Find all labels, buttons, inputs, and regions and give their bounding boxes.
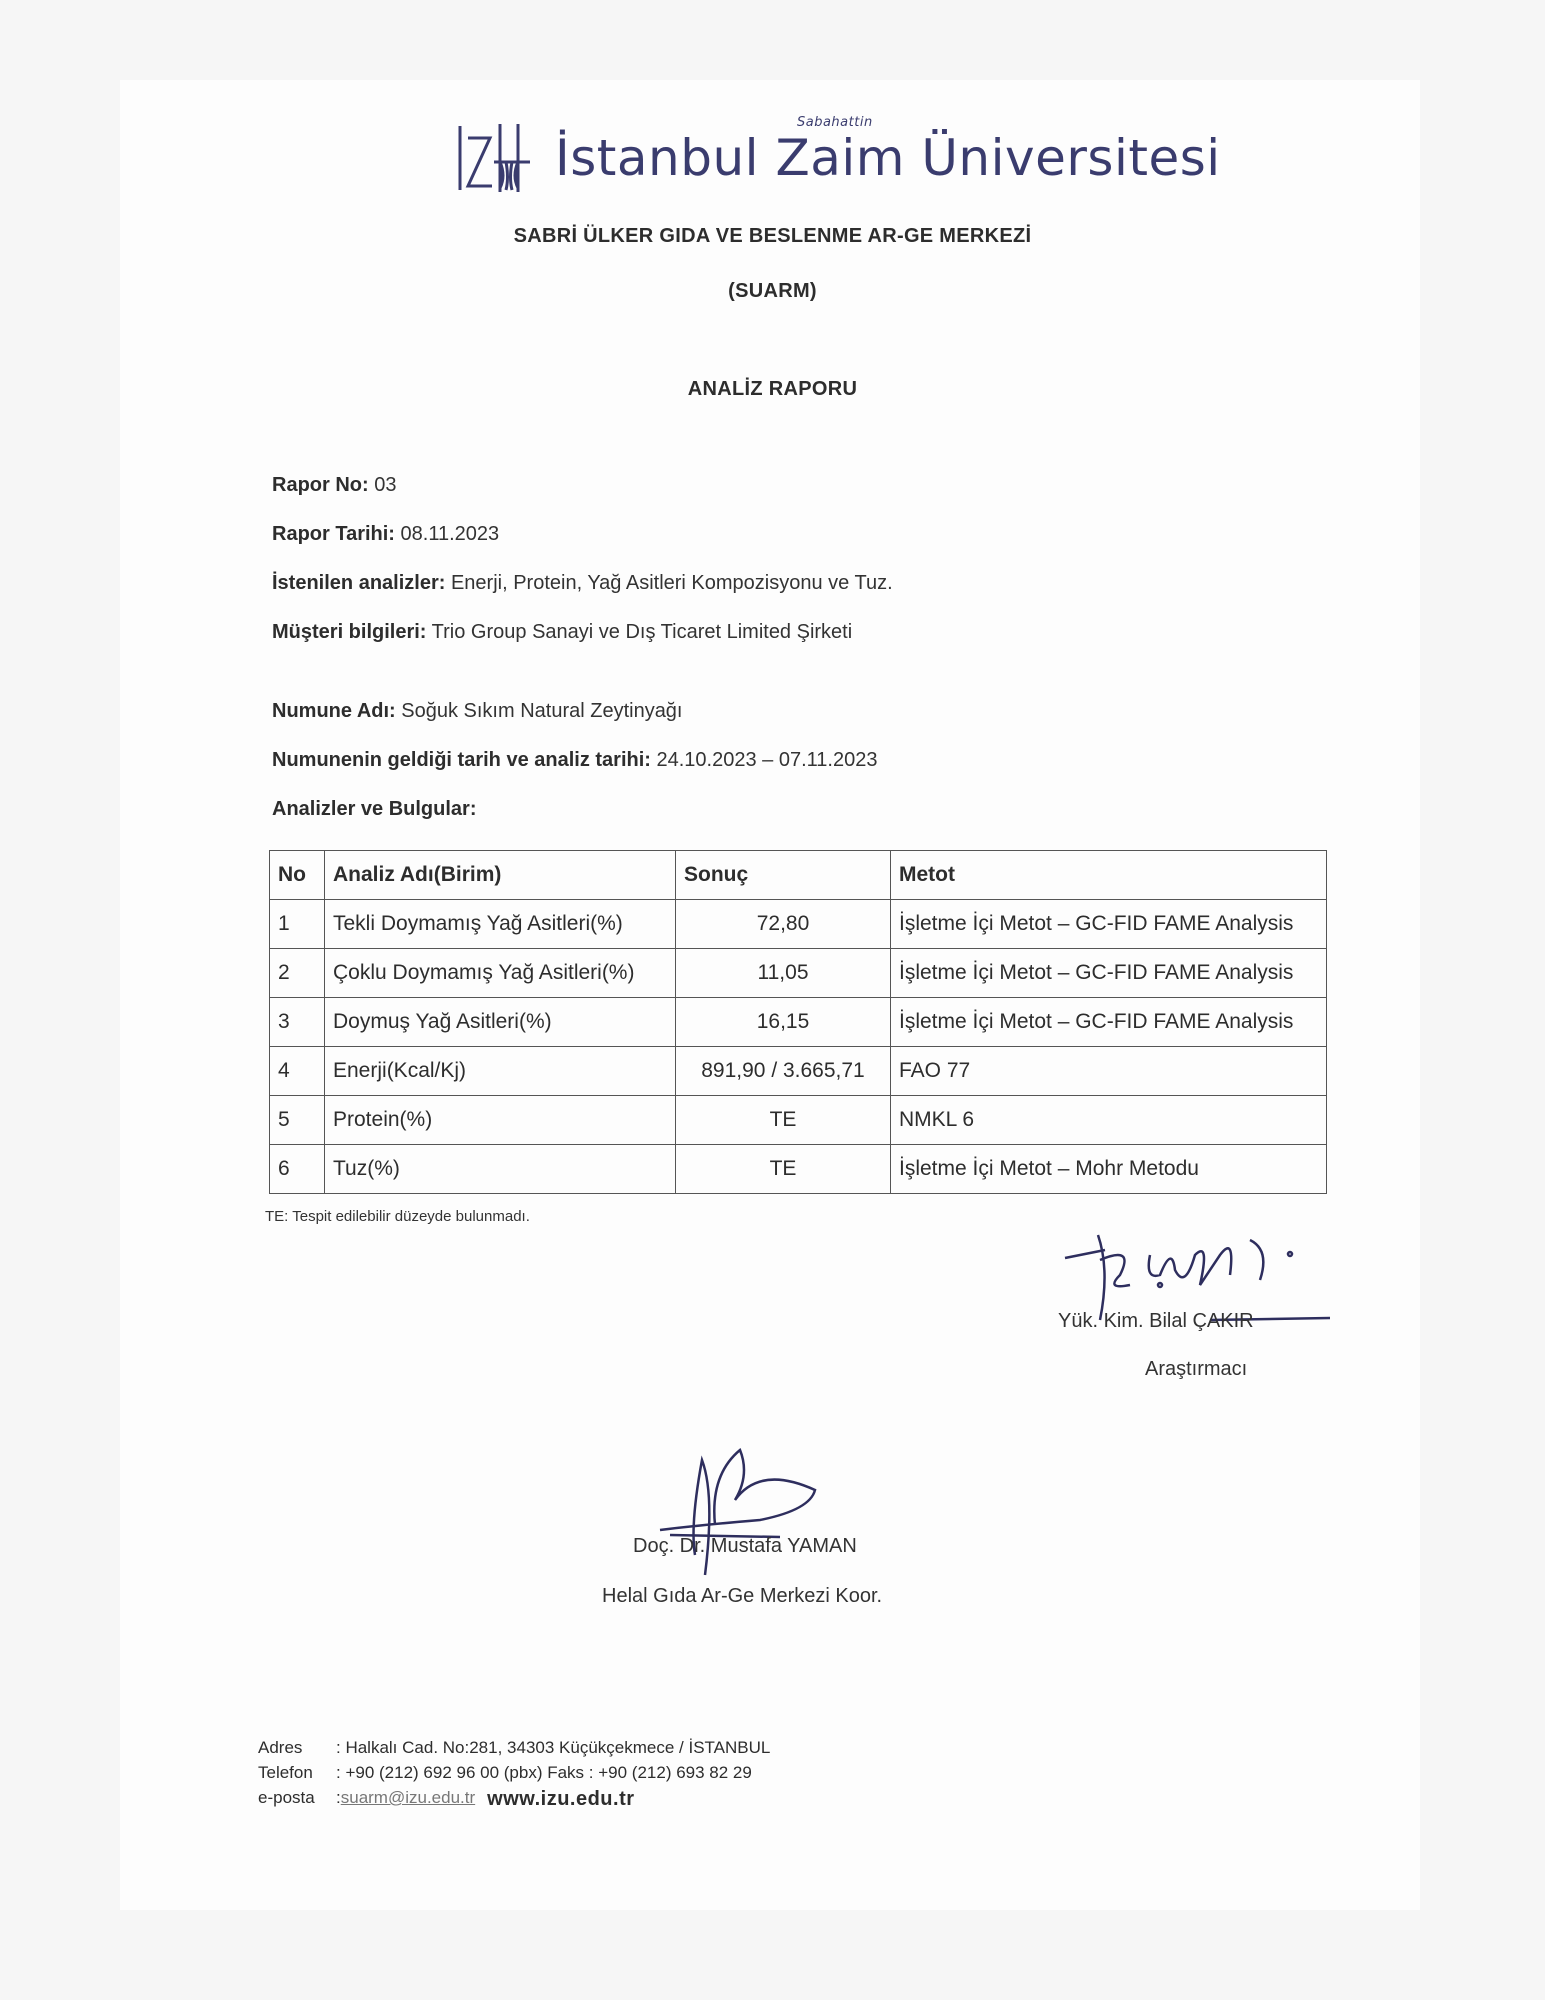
table-footnote: TE: Tespit edilebilir düzeyde bulunmadı.	[265, 1208, 530, 1225]
sample-name: Numune Adı: Soğuk Sıkım Natural Zeytinyağı	[272, 700, 683, 722]
row-method: FAO 77	[891, 1047, 1327, 1096]
customer-info: Müşteri bilgileri: Trio Group Sanayi ve Dış Ticaret Limited Şirketi	[272, 621, 853, 643]
footer-email: e-posta : suarm@izu.edu.tr www.izu.edu.tr	[258, 1788, 770, 1813]
university-subtitle: Sabahattin	[797, 115, 873, 130]
table-row	[270, 949, 1327, 998]
row-no: 1	[270, 900, 325, 949]
sample-dates: Numunenin geldiği tarih ve analiz tarihi: 24.10.2023 – 07.11.2023	[272, 749, 878, 771]
report-number: Rapor No: 03	[272, 474, 397, 496]
row-analysis-name: Enerji(Kcal/Kj)	[325, 1047, 676, 1096]
coordinator-name: Doç. Dr. Mustafa YAMAN	[633, 1535, 857, 1557]
header-method: Metot	[891, 851, 1327, 900]
footer-contact	[258, 1738, 770, 1813]
row-analysis-name: Tuz(%)	[325, 1145, 676, 1194]
row-result: TE	[676, 1096, 891, 1145]
table-row	[270, 998, 1327, 1047]
center-name: SABRİ ÜLKER GIDA VE BESLENME AR-GE MERKEZİ	[513, 225, 1032, 247]
row-no: 4	[270, 1047, 325, 1096]
coordinator-title: Helal Gıda Ar-Ge Merkezi Koor.	[602, 1585, 883, 1607]
footer-address: Adres : Halkalı Cad. No:281, 34303 Küçükçekmece / İSTANBUL	[258, 1738, 771, 1757]
row-result: 16,15	[676, 998, 891, 1047]
website-link[interactable]: www.izu.edu.tr	[487, 1788, 635, 1810]
row-no: 2	[270, 949, 325, 998]
header-analysis-name: Analiz Adı(Birim)	[325, 851, 676, 900]
row-no: 6	[270, 1145, 325, 1194]
coordinator-signature-icon	[640, 1435, 840, 1585]
izu-logo-mark-icon	[450, 118, 545, 198]
footer-phone: Telefon : +90 (212) 692 96 00 (pbx) Faks : +90 (212) 693 82 29	[258, 1763, 752, 1782]
row-analysis-name: Doymuş Yağ Asitleri(%)	[325, 998, 676, 1047]
header-result: Sonuç	[676, 851, 891, 900]
table-row	[270, 1096, 1327, 1145]
table-row	[270, 1047, 1327, 1096]
row-analysis-name: Tekli Doymamış Yağ Asitleri(%)	[325, 900, 676, 949]
header-no: No	[270, 851, 325, 900]
requested-analyses: İstenilen analizler: Enerji, Protein, Yağ Asitleri Kompozisyonu ve Tuz.	[272, 572, 893, 594]
table-header-row	[270, 851, 1327, 900]
row-result: 11,05	[676, 949, 891, 998]
researcher-signature-icon	[1060, 1230, 1330, 1360]
row-no: 3	[270, 998, 325, 1047]
university-logo	[450, 115, 1221, 198]
row-result: TE	[676, 1145, 891, 1194]
row-method: İşletme İçi Metot – GC-FID FAME Analysis	[891, 998, 1327, 1047]
report-date: Rapor Tarihi: 08.11.2023	[272, 523, 500, 545]
center-abbreviation: (SUARM)	[728, 280, 817, 302]
researcher-title: Araştırmacı	[1145, 1358, 1248, 1380]
row-no: 5	[270, 1096, 325, 1145]
table-row	[270, 900, 1327, 949]
row-analysis-name: Çoklu Doymamış Yağ Asitleri(%)	[325, 949, 676, 998]
row-result: 72,80	[676, 900, 891, 949]
row-method: İşletme İçi Metot – GC-FID FAME Analysis	[891, 900, 1327, 949]
row-result: 891,90 / 3.665,71	[676, 1047, 891, 1096]
row-method: İşletme İçi Metot – GC-FID FAME Analysis	[891, 949, 1327, 998]
results-table	[269, 850, 1327, 1194]
findings-heading: Analizler ve Bulgular:	[272, 798, 477, 820]
table-row	[270, 1145, 1327, 1194]
report-title: ANALİZ RAPORU	[687, 378, 858, 400]
row-method: İşletme İçi Metot – Mohr Metodu	[891, 1145, 1327, 1194]
row-method: NMKL 6	[891, 1096, 1327, 1145]
university-name: İstanbul Zaim Üniversitesi Sabahattin	[555, 115, 1221, 187]
row-analysis-name: Protein(%)	[325, 1096, 676, 1145]
email-link[interactable]: suarm@izu.edu.tr	[340, 1788, 476, 1807]
researcher-name: Yük. Kim. Bilal ÇAKIR	[1058, 1310, 1254, 1332]
